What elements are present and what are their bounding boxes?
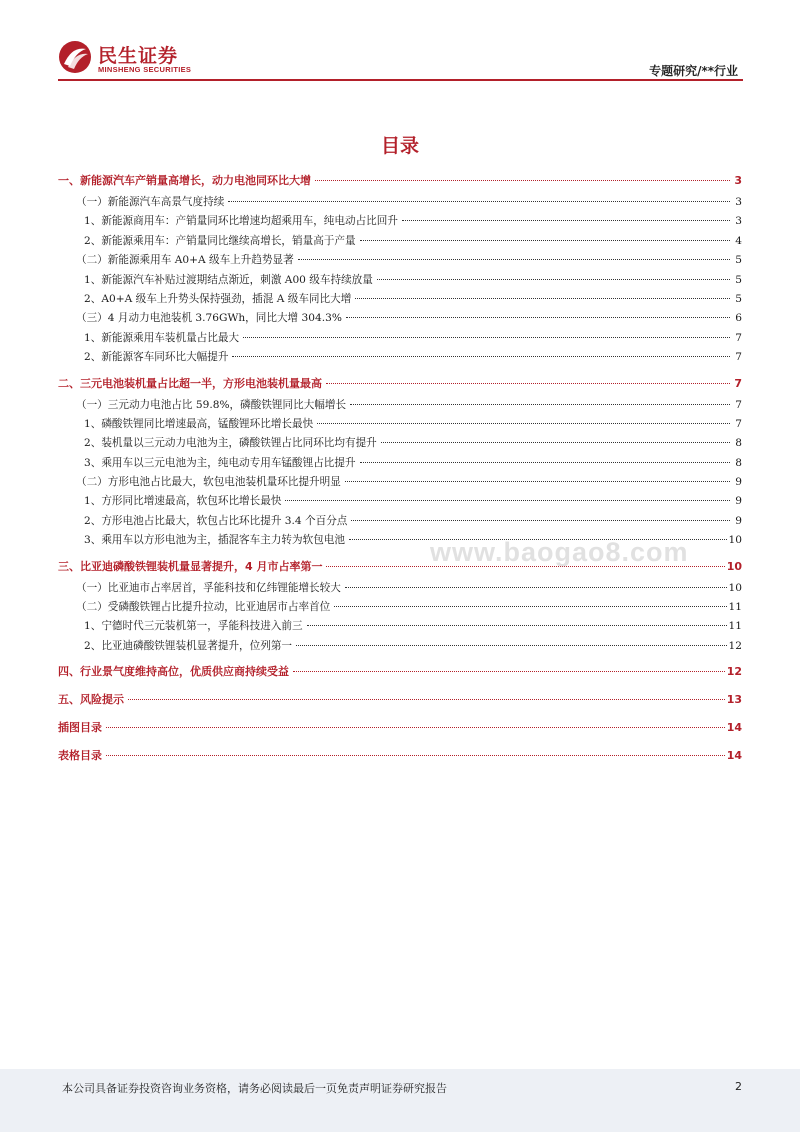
toc-dot-leader	[285, 500, 730, 501]
toc-entry-label: （一）比亚迪市占率居首，孚能科技和亿纬锂能增长较大	[58, 580, 343, 595]
toc-entry[interactable]	[58, 330, 742, 349]
toc-entry[interactable]	[58, 493, 742, 512]
toc-entry-label: 2、A0+A 级车上升势头保持强劲，插混 A 级车同比大增	[58, 291, 353, 306]
toc-entry[interactable]	[58, 416, 742, 435]
toc-entry[interactable]	[58, 397, 742, 416]
toc-dot-leader	[360, 240, 730, 241]
toc-title: 目录	[380, 135, 419, 157]
toc-dot-leader	[293, 671, 725, 672]
toc-dot-leader	[351, 520, 730, 521]
toc-entry[interactable]	[58, 719, 742, 741]
header-divider	[58, 79, 743, 81]
toc-entry-page: 7	[735, 351, 742, 364]
toc-entry-label: 1、宁德时代三元装机第一，孚能科技进入前三	[58, 618, 305, 633]
toc-entry-label: 1、新能源商用车：产销量同环比增速均超乘用车，纯电动占比回升	[58, 213, 400, 228]
toc-entry-label: 3、乘用车以三元电池为主，纯电动专用车锰酸锂占比提升	[58, 455, 358, 470]
toc-dot-leader	[307, 625, 727, 626]
toc-dot-leader	[296, 645, 726, 646]
toc-entry-label: 五、风险提示	[58, 693, 124, 707]
table-of-contents	[58, 172, 742, 769]
toc-entry-page: 5	[735, 292, 742, 305]
toc-entry[interactable]	[58, 599, 742, 618]
toc-entry[interactable]	[58, 233, 742, 252]
toc-entry[interactable]	[58, 172, 742, 194]
toc-entry-page: 9	[735, 495, 742, 508]
toc-entry[interactable]	[58, 213, 742, 232]
toc-entry-page: 8	[735, 456, 742, 469]
toc-entry-label: 3、乘用车以方形电池为主，插混客车主力转为软包电池	[58, 532, 347, 547]
toc-entry-page: 8	[735, 437, 742, 450]
toc-entry-label: （三）4 月动力电池装机 3.76GWh，同比大增 304.3%	[58, 310, 344, 325]
toc-entry-page: 11	[728, 601, 742, 614]
toc-entry-label: 1、新能源乘用车装机量占比最大	[58, 330, 241, 345]
toc-dot-leader	[317, 423, 730, 424]
watermark: www.baogao8.com	[430, 537, 689, 567]
page-number: 2	[735, 1080, 742, 1093]
toc-entry-page: 7	[735, 417, 742, 430]
toc-entry-page: 7	[735, 398, 742, 411]
toc-entry[interactable]	[58, 252, 742, 271]
toc-entry-label: 一、新能源汽车产销量高增长，动力电池同环比大增	[58, 174, 311, 187]
toc-entry-page: 5	[735, 254, 742, 267]
toc-entry-page: 3	[734, 174, 742, 187]
toc-dot-leader	[402, 220, 730, 221]
toc-entry-page: 6	[735, 312, 742, 325]
toc-dot-leader	[315, 180, 730, 181]
toc-entry[interactable]	[58, 618, 742, 637]
toc-dot-leader	[355, 298, 730, 299]
toc-dot-leader	[346, 317, 730, 318]
toc-dot-leader	[106, 755, 725, 756]
toc-entry-label: 表格目录	[58, 749, 102, 763]
toc-entry-page: 14	[726, 749, 742, 763]
toc-entry-page: 10	[728, 534, 742, 547]
toc-dot-leader	[128, 699, 725, 700]
toc-dot-leader	[345, 481, 730, 482]
toc-dot-leader	[298, 259, 730, 260]
toc-entry[interactable]	[58, 474, 742, 493]
footer-disclaimer: 本公司具备证券投资咨询业务资格，请务必阅读最后一页免责声明证券研究报告	[62, 1082, 447, 1095]
toc-dot-leader	[228, 201, 730, 202]
toc-entry-page: 7	[735, 331, 742, 344]
toc-entry-label: （二）新能源乘用车 A0+A 级车上升趋势显著	[58, 252, 296, 267]
toc-entry[interactable]	[58, 513, 742, 532]
toc-entry[interactable]	[58, 638, 742, 657]
toc-entry-label: 四、行业景气度维持高位，优质供应商持续受益	[58, 665, 289, 679]
toc-dot-leader	[106, 727, 725, 728]
toc-entry-page: 5	[735, 273, 742, 286]
toc-entry[interactable]	[58, 663, 742, 685]
page-footer	[0, 1069, 800, 1132]
toc-dot-leader	[232, 356, 730, 357]
toc-entry-label: （二）受磷酸铁锂占比提升拉动，比亚迪居市占率首位	[58, 599, 332, 614]
toc-entry-label: 三、比亚迪磷酸铁锂装机量显著提升，4 月市占率第一	[58, 559, 323, 573]
toc-entry-page: 9	[735, 514, 742, 527]
toc-entry[interactable]	[58, 747, 742, 769]
toc-dot-leader	[345, 587, 727, 588]
toc-entry-label: 2、新能源客车同环比大幅提升	[58, 349, 230, 364]
toc-entry-label: （一）新能源汽车高景气度持续	[58, 194, 226, 209]
toc-entry-page: 14	[726, 721, 742, 735]
toc-entry-label: 2、方形电池占比最大，软包占比环比提升 3.4 个百分点	[58, 513, 349, 528]
toc-entry-label: 插图目录	[58, 721, 102, 735]
toc-entry-label: 二、三元电池装机量占比超一半，方形电池装机量最高	[58, 376, 322, 390]
toc-entry[interactable]	[58, 580, 742, 599]
toc-dot-leader	[326, 383, 730, 384]
toc-dot-leader	[381, 442, 730, 443]
toc-entry-label: 1、新能源汽车补贴过渡期结点渐近，刺激 A00 级车持续放量	[58, 272, 375, 287]
toc-entry-page: 7	[734, 376, 742, 390]
toc-entry[interactable]	[58, 194, 742, 213]
toc-entry[interactable]	[58, 349, 742, 368]
toc-entry-label: 1、方形同比增速最高，软包环比增长最快	[58, 493, 283, 508]
toc-entry[interactable]	[58, 375, 742, 397]
toc-entry-label: （一）三元动力电池占比 59.8%，磷酸铁锂同比大幅增长	[58, 397, 348, 412]
toc-entry-page: 10	[726, 559, 742, 573]
toc-entry[interactable]	[58, 291, 742, 310]
toc-entry-label: 2、新能源乘用车：产销量同比继续高增长，销量高于产量	[58, 233, 358, 248]
toc-entry[interactable]	[58, 310, 742, 329]
toc-dot-leader	[360, 462, 730, 463]
toc-dot-leader	[377, 279, 730, 280]
toc-entry-page: 12	[726, 665, 742, 679]
toc-entry[interactable]	[58, 691, 742, 713]
toc-dot-leader	[243, 337, 730, 338]
toc-entry-page: 12	[728, 639, 742, 652]
report-type-label: 专题研究/**行业	[649, 64, 738, 78]
toc-entry-page: 4	[735, 234, 742, 247]
toc-entry-page: 10	[728, 581, 742, 594]
minsheng-logo-icon	[58, 40, 92, 74]
toc-dot-leader	[334, 606, 726, 607]
toc-entry-label: （二）方形电池占比最大，软包电池装机量环比提升明显	[58, 474, 343, 489]
toc-entry[interactable]	[58, 455, 742, 474]
toc-entry-page: 3	[735, 196, 742, 208]
toc-entry[interactable]	[58, 435, 742, 454]
toc-entry-label: 1、磷酸铁锂同比增速最高，锰酸锂环比增长最快	[58, 416, 315, 431]
toc-entry-page: 3	[735, 215, 742, 228]
toc-entry-label: 2、装机量以三元动力电池为主，磷酸铁锂占比同环比均有提升	[58, 435, 379, 450]
page-header	[0, 0, 800, 80]
toc-entry-label: 2、比亚迪磷酸铁锂装机显著提升，位列第一	[58, 638, 294, 653]
logo-chinese-name: 民生证券	[98, 45, 179, 67]
toc-entry[interactable]	[58, 272, 742, 291]
company-logo	[58, 40, 208, 76]
toc-entry-page: 9	[735, 476, 742, 489]
logo-english-name: MINSHENG SECURITIES	[98, 65, 192, 74]
toc-dot-leader	[350, 404, 730, 405]
toc-entry-page: 13	[726, 693, 742, 707]
toc-entry-page: 11	[728, 620, 742, 633]
